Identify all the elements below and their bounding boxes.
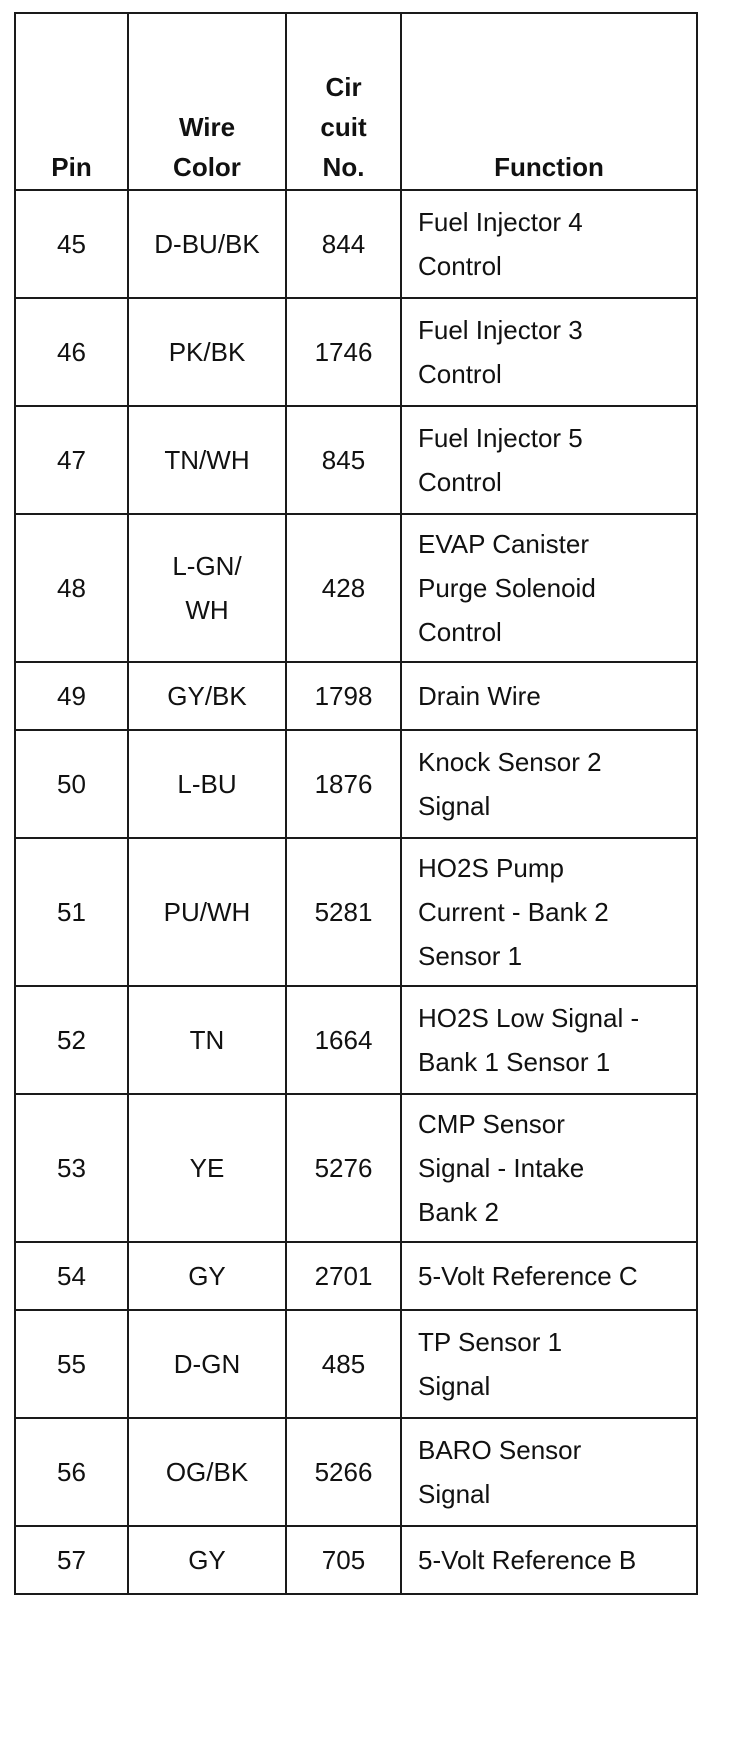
function-line: Current - Bank 2 xyxy=(418,897,609,927)
wire-color-line: L-BU xyxy=(177,769,237,799)
wire-color-cell xyxy=(128,298,286,406)
table-row xyxy=(15,730,697,838)
table-row xyxy=(15,1242,697,1310)
wire-color-line: TN/WH xyxy=(164,445,250,475)
function-cell xyxy=(401,190,697,298)
function-cell xyxy=(401,838,697,986)
function-line: BARO Sensor xyxy=(418,1435,582,1465)
table-row xyxy=(15,1418,697,1526)
function-line: 5-Volt Reference C xyxy=(418,1261,638,1291)
circuit-number-cell: 844 xyxy=(286,190,401,298)
pin-cell: 50 xyxy=(15,730,128,838)
function-line: 5-Volt Reference B xyxy=(418,1545,637,1575)
table-row xyxy=(15,1526,697,1594)
wire-color-line: L-GN/ xyxy=(172,551,242,581)
function-cell xyxy=(401,298,697,406)
header-row xyxy=(15,13,697,190)
header-function: Function xyxy=(401,13,697,190)
wire-color-line: D-BU/BK xyxy=(154,229,260,259)
function-line: HO2S Pump xyxy=(418,853,564,883)
circuit-number-cell: 428 xyxy=(286,514,401,662)
wire-color-cell xyxy=(128,190,286,298)
function-line: Control xyxy=(418,467,502,497)
function-line: EVAP Canister xyxy=(418,529,590,559)
function-line: Control xyxy=(418,251,502,281)
function-line: Knock Sensor 2 xyxy=(418,747,602,777)
function-line: Control xyxy=(418,617,502,647)
wire-color-line: TN xyxy=(189,1025,225,1055)
wire-color-line: WH xyxy=(185,595,229,625)
wire-color-line: GY xyxy=(188,1261,226,1291)
function-line: Signal - Intake xyxy=(418,1153,585,1183)
header-pin: Pin xyxy=(15,13,128,190)
function-line: Signal xyxy=(418,791,491,821)
circuit-number-cell: 5266 xyxy=(286,1418,401,1526)
wire-color-line: PK/BK xyxy=(168,337,246,367)
function-line: Bank 1 Sensor 1 xyxy=(418,1047,611,1077)
function-cell xyxy=(401,1094,697,1242)
circuit-number-cell: 2701 xyxy=(286,1242,401,1310)
pin-cell: 56 xyxy=(15,1418,128,1526)
wire-color-cell xyxy=(128,730,286,838)
function-line: HO2S Low Signal - xyxy=(418,1003,640,1033)
pin-cell: 57 xyxy=(15,1526,128,1594)
header-circuit-no: Cir cuit No. xyxy=(286,13,401,190)
function-line: CMP Sensor xyxy=(418,1109,565,1139)
wire-color-cell xyxy=(128,838,286,986)
function-cell xyxy=(401,662,697,730)
function-cell xyxy=(401,730,697,838)
table-row xyxy=(15,1310,697,1418)
function-cell xyxy=(401,1310,697,1418)
function-cell xyxy=(401,514,697,662)
pin-cell: 49 xyxy=(15,662,128,730)
wire-color-line: OG/BK xyxy=(165,1457,249,1487)
function-line: Bank 2 xyxy=(418,1197,499,1227)
table-row xyxy=(15,190,697,298)
pin-cell: 48 xyxy=(15,514,128,662)
function-cell xyxy=(401,406,697,514)
circuit-number-cell: 1876 xyxy=(286,730,401,838)
circuit-number-cell: 1798 xyxy=(286,662,401,730)
function-cell xyxy=(401,1242,697,1310)
function-line: Signal xyxy=(418,1371,491,1401)
table-row xyxy=(15,406,697,514)
header-wire-color: Wire Color xyxy=(128,13,286,190)
function-line: Signal xyxy=(418,1479,491,1509)
wire-color-cell xyxy=(128,986,286,1094)
function-cell xyxy=(401,1526,697,1594)
circuit-number-cell: 1664 xyxy=(286,986,401,1094)
circuit-number-cell: 845 xyxy=(286,406,401,514)
circuit-number-cell: 705 xyxy=(286,1526,401,1594)
pin-cell: 46 xyxy=(15,298,128,406)
function-line: Fuel Injector 4 xyxy=(418,207,583,237)
table-row xyxy=(15,1094,697,1242)
function-line: Drain Wire xyxy=(418,681,541,711)
wire-color-line: YE xyxy=(189,1153,225,1183)
circuit-number-cell: 485 xyxy=(286,1310,401,1418)
pinout-table xyxy=(14,12,698,1595)
function-line: Fuel Injector 3 xyxy=(418,315,583,345)
pin-cell: 47 xyxy=(15,406,128,514)
function-line: Sensor 1 xyxy=(418,941,523,971)
table-row xyxy=(15,986,697,1094)
table-row xyxy=(15,838,697,986)
table-row xyxy=(15,298,697,406)
wire-color-line: PU/WH xyxy=(163,897,251,927)
pin-cell: 52 xyxy=(15,986,128,1094)
circuit-number-cell: 1746 xyxy=(286,298,401,406)
wire-color-line: GY/BK xyxy=(167,681,247,711)
table-row xyxy=(15,514,697,662)
wire-color-cell xyxy=(128,1242,286,1310)
wire-color-cell xyxy=(128,514,286,662)
wire-color-cell xyxy=(128,1418,286,1526)
pin-cell: 53 xyxy=(15,1094,128,1242)
wire-color-cell xyxy=(128,1310,286,1418)
wire-color-line: GY xyxy=(188,1545,226,1575)
function-cell xyxy=(401,1418,697,1526)
pin-cell: 45 xyxy=(15,190,128,298)
circuit-number-cell: 5281 xyxy=(286,838,401,986)
pin-cell: 54 xyxy=(15,1242,128,1310)
wire-color-cell xyxy=(128,1094,286,1242)
table-row xyxy=(15,662,697,730)
circuit-number-cell: 5276 xyxy=(286,1094,401,1242)
wire-color-line: D-GN xyxy=(173,1349,241,1379)
function-line: Purge Solenoid xyxy=(418,573,596,603)
pin-cell: 51 xyxy=(15,838,128,986)
pin-cell: 55 xyxy=(15,1310,128,1418)
function-line: TP Sensor 1 xyxy=(418,1327,563,1357)
wire-color-cell xyxy=(128,1526,286,1594)
wire-color-cell xyxy=(128,662,286,730)
wire-color-cell xyxy=(128,406,286,514)
function-cell xyxy=(401,986,697,1094)
function-line: Control xyxy=(418,359,502,389)
function-line: Fuel Injector 5 xyxy=(418,423,583,453)
